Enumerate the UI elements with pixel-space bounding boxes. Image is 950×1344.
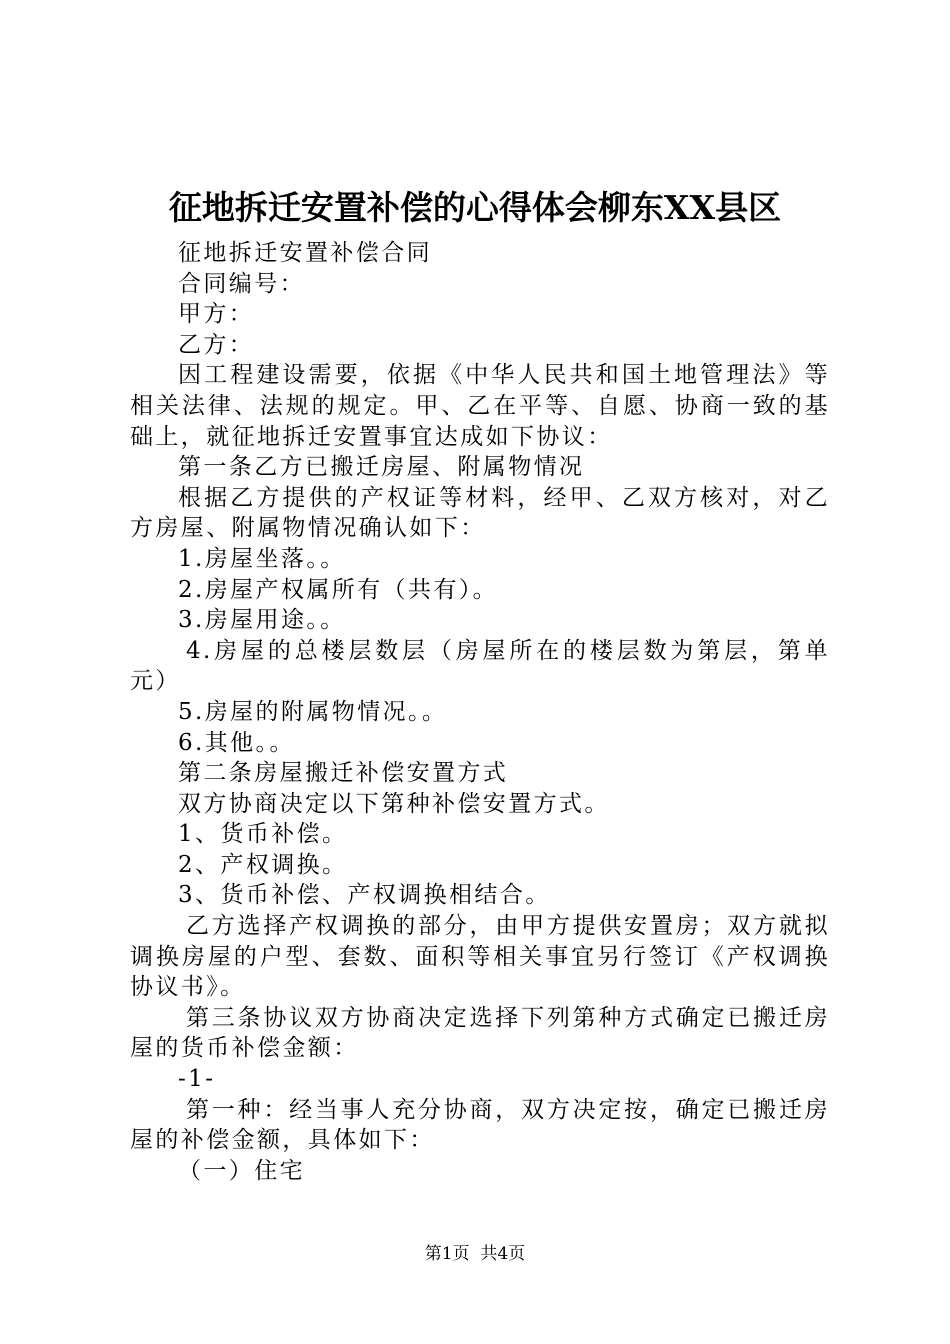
paragraph: 征地拆迁安置补偿合同 (178, 240, 432, 266)
paragraph: 双方协商决定以下第种补偿安置方式。 (178, 790, 610, 817)
section-heading: 第三条协议双方协商决定选择下列第种方式确定已搬迁房屋的货币补偿金额： (130, 1004, 830, 1062)
paragraph: 第一种：经当事人充分协商，双方决定按，确定已搬迁房屋的补偿金额，具体如下： (130, 1096, 830, 1154)
list-item: 6.其他。。 (178, 729, 295, 756)
page-footer: 第1页 共4页 (424, 1244, 526, 1264)
list-item: 1、货币补偿。 (178, 821, 348, 848)
paragraph: 根据乙方提供的产权证等材料，经甲、乙双方核对，对乙方房屋、附属物情况确认如下： (130, 484, 830, 542)
paragraph: 合同编号： (178, 270, 305, 297)
document-body (130, 238, 830, 1186)
page-marker: -1- (178, 1066, 216, 1093)
document-title: 征地拆迁安置补偿的心得体会柳东XX县区 (168, 188, 782, 227)
paragraph: 乙方： (178, 331, 255, 358)
list-item: 2.房屋产权属所有（共有）。 (178, 576, 499, 603)
list-item: 1.房屋坐落。。 (178, 545, 346, 572)
paragraph: 甲方： (178, 301, 255, 328)
list-item: 5.房屋的附属物情况。。 (178, 698, 448, 725)
list-item: 3.房屋用途。。 (178, 607, 346, 634)
paragraph: 乙方选择产权调换的部分，由甲方提供安置房；双方就拟调换房屋的户型、套数、面积等相关事宜另行签订《产权调换协议书》。 (130, 913, 830, 1001)
paragraph: （一）住宅 (178, 1157, 305, 1184)
paragraph: 因工程建设需要，依据《中华人民共和国土地管理法》等相关法律、法规的规定。甲、乙在平等、自愿、协商一致的基础上，就征地拆迁安置事宜达成如下协议： (130, 362, 830, 450)
list-item: 3、货币补偿、产权调换相结合。 (178, 882, 551, 909)
section-heading: 第二条房屋搬迁补偿安置方式 (178, 760, 509, 787)
section-heading: 第一条乙方已搬迁房屋、附属物情况 (178, 454, 585, 481)
list-item: 2、产权调换。 (178, 851, 348, 878)
list-item: 4.房屋的总楼层数层（房屋所在的楼层数为第层，第单元） (130, 637, 830, 695)
